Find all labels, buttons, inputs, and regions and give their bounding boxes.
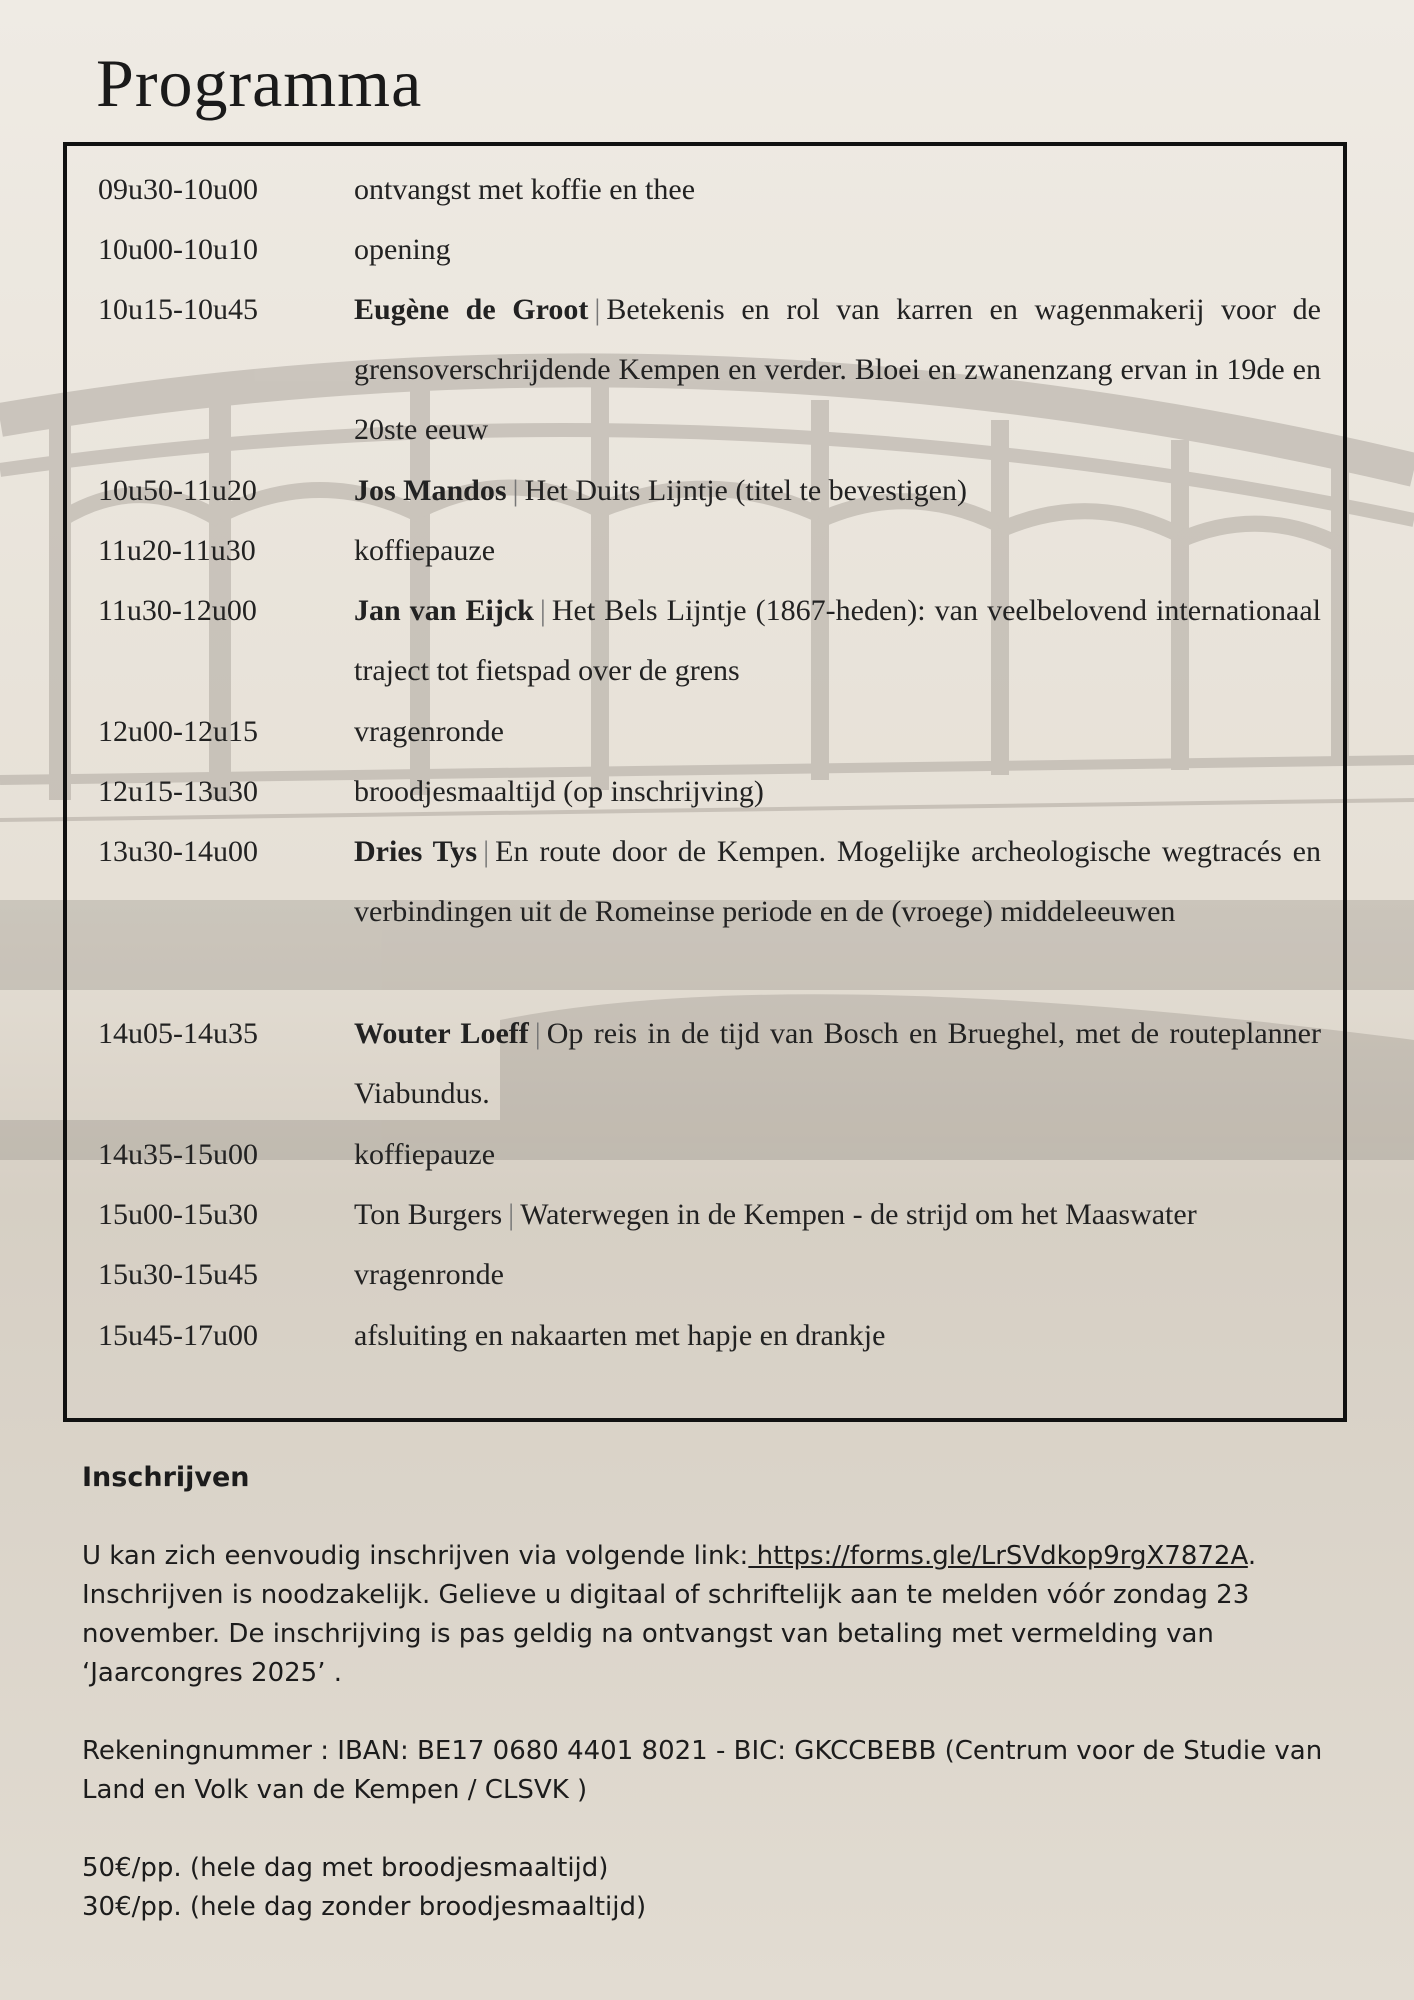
program-time: 10u00-10u10 <box>98 233 258 266</box>
speaker-name: Wouter Loeff <box>354 1017 529 1050</box>
talk-title: Het Bels Lijntje (1867-heden): van veelbelovend internationaal traject tot fietspad over de grens <box>354 594 1321 687</box>
program-description <box>354 581 1321 701</box>
registration-intro-text: U kan zich eenvoudig inschrijven via volgende link: <box>82 1541 749 1571</box>
program-description: opening <box>354 233 451 266</box>
program-description <box>354 822 1321 942</box>
page-title: Programma <box>96 45 423 121</box>
program-description <box>354 1185 1321 1245</box>
program-box <box>63 142 1347 1422</box>
program-description: vragenronde <box>354 1258 504 1291</box>
registration-intro-end: . <box>1247 1541 1257 1571</box>
speaker-name: Jan van Eijck <box>354 594 534 627</box>
speaker-name: Eugène de Groot <box>354 293 589 326</box>
program-time: 14u05-14u35 <box>98 1017 258 1050</box>
separator: | <box>508 1198 515 1231</box>
program-time: 10u50-11u20 <box>98 474 257 507</box>
program-time: 12u00-12u15 <box>98 715 258 748</box>
program-time: 12u15-13u30 <box>98 775 258 808</box>
talk-title: Betekenis en rol van karren en wagenmakerij voor de grensoverschrijdende Kempen en verder. Bloei en zwanenzang ervan in 19de en 20ste eeuw <box>354 293 1321 446</box>
talk-title: En route door de Kempen. Mogelijke archeologische wegtracés en verbindingen uit de Romeinse periode en de (vroege) middeleeuwen <box>354 835 1321 928</box>
talk-title: Waterwegen in de Kempen - de strijd om het Maaswater <box>520 1198 1197 1231</box>
separator: | <box>512 474 519 507</box>
program-time: 15u45-17u00 <box>98 1319 258 1352</box>
speaker-name: Dries Tys <box>354 835 478 868</box>
program-description <box>354 280 1321 460</box>
program-time: 13u30-14u00 <box>98 835 258 868</box>
program-description: ontvangst met koffie en thee <box>354 173 696 206</box>
program-description: koffiepauze <box>354 534 496 567</box>
account-details: Rekeningnummer : IBAN: BE17 0680 4401 8021 - BIC: GKCCBEBB (Centrum voor de Studie van Land en Volk van de Kempen / CLSVK ) <box>82 1736 1323 1805</box>
program-time: 11u20-11u30 <box>98 534 256 567</box>
program-description: broodjesmaaltijd (op inschrijving) <box>354 775 764 808</box>
talk-title: Op reis in de tijd van Bosch en Brueghel, met de routeplanner Viabundus. <box>354 1017 1321 1110</box>
separator: | <box>594 293 601 326</box>
registration-intro <box>82 1537 1342 1693</box>
program-description: afsluiting en nakaarten met hapje en drankje <box>354 1319 886 1352</box>
speaker-name: Jos Mandos <box>354 474 507 507</box>
speaker-name: Ton Burgers <box>354 1198 503 1231</box>
price-full-day-without-lunch: 30€/pp. (hele dag zonder broodjesmaaltijd) <box>82 1892 647 1922</box>
program-description: vragenronde <box>354 715 504 748</box>
registration-link[interactable]: https://forms.gle/LrSVdkop9rgX7872A <box>748 1541 1248 1571</box>
program-time: 15u00-15u30 <box>98 1198 258 1231</box>
program-time: 11u30-12u00 <box>98 594 257 627</box>
separator: | <box>483 835 490 868</box>
separator: | <box>539 594 546 627</box>
program-description <box>354 461 1321 521</box>
program-time: 09u30-10u00 <box>98 173 258 206</box>
program-time: 14u35-15u00 <box>98 1138 258 1171</box>
program-description: koffiepauze <box>354 1138 496 1171</box>
separator: | <box>534 1017 541 1050</box>
talk-title: Het Duits Lijntje (titel te bevestigen) <box>524 474 967 507</box>
program-time: 15u30-15u45 <box>98 1258 258 1291</box>
program-description <box>354 1004 1321 1124</box>
registration-heading: Inschrijven <box>82 1462 250 1493</box>
price-full-day-with-lunch: 50€/pp. (hele dag met broodjesmaaltijd) <box>82 1853 609 1883</box>
program-time: 10u15-10u45 <box>98 293 258 326</box>
registration-body: Inschrijven is noodzakelijk. Gelieve u digitaal of schriftelijk aan te melden vóór zondag 23 november. De inschrijving is pas geldig na ontvangst van betaling met vermelding van ‘Jaarcongres 2025’ . <box>82 1580 1250 1688</box>
